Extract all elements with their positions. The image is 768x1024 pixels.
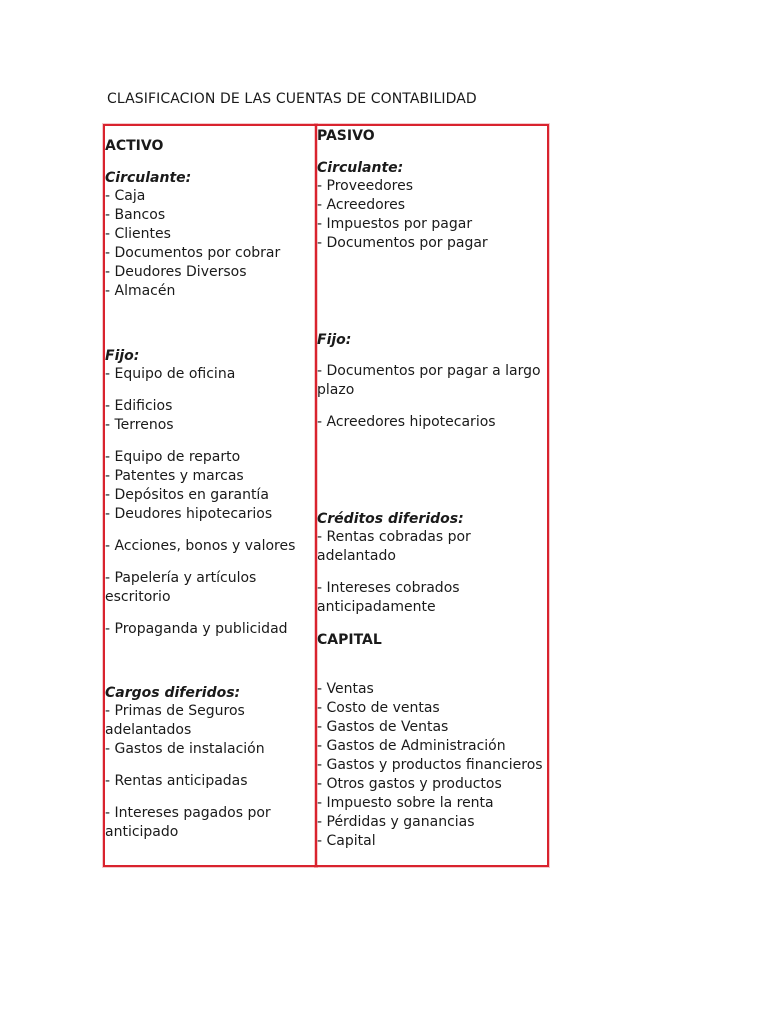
list-item: - Propaganda y publicidad [105,621,288,637]
pasivo-creditos-diferidos-label: Créditos diferidos: [317,511,464,527]
list-item: - Almacén [105,283,176,299]
list-item: - Acciones, bonos y valores [105,538,296,554]
list-item: - Proveedores [317,178,414,194]
list-item: - Acreedores [317,197,406,213]
list-item: - Impuesto sobre la renta [317,795,494,811]
pasivo-heading: PASIVO [317,128,375,144]
list-item: - Deudores Diversos [105,264,247,280]
list-item: - Gastos de Administración [317,738,506,754]
pasivo-fijo-label: Fijo: [317,332,352,348]
list-item: - Rentas anticipadas [105,773,248,789]
activo-fijo-label: Fijo: [105,348,140,364]
list-item: - Ventas [317,681,374,697]
list-item: - Pérdidas y ganancias [317,814,475,830]
list-item: - Intereses pagados por anticipado [105,805,271,841]
list-item: - Impuestos por pagar [317,216,473,232]
activo-heading: ACTIVO [105,138,164,154]
list-item: - Gastos de instalación [105,741,265,757]
list-item: - Terrenos [105,417,174,433]
list-item: - Costo de ventas [317,700,440,716]
capital-heading: CAPITAL [317,632,382,648]
list-item: - Edificios [105,398,173,414]
list-item: - Patentes y marcas [105,468,244,484]
list-item: - Equipo de reparto [105,449,241,465]
list-item: - Primas de Seguros adelantados [105,703,245,739]
list-item: - Documentos por pagar [317,235,488,251]
activo-circulante-label: Circulante: [105,170,192,186]
list-item: - Documentos por pagar a largo plazo [317,363,541,399]
list-item: - Caja [105,188,146,204]
list-item: - Bancos [105,207,166,223]
list-item: - Depósitos en garantía [105,487,269,503]
list-item: - Rentas cobradas por adelantado [317,529,471,565]
list-item: - Acreedores hipotecarios [317,414,496,430]
activo-cargos-diferidos-label: Cargos diferidos: [105,685,241,701]
list-item: - Gastos y productos financieros [317,757,543,773]
list-item: - Otros gastos y productos [317,776,502,792]
list-item: - Intereses cobrados anticipadamente [317,580,460,616]
list-item: - Gastos de Ventas [317,719,449,735]
list-item: - Capital [317,833,376,849]
list-item: - Equipo de oficina [105,366,236,382]
document-title: CLASIFICACION DE LAS CUENTAS DE CONTABILIDAD [107,91,477,107]
pasivo-circulante-label: Circulante: [317,160,404,176]
list-item: - Deudores hipotecarios [105,506,273,522]
list-item: - Papelería y artículos escritorio [105,570,257,606]
list-item: - Documentos por cobrar [105,245,281,261]
list-item: - Clientes [105,226,171,242]
